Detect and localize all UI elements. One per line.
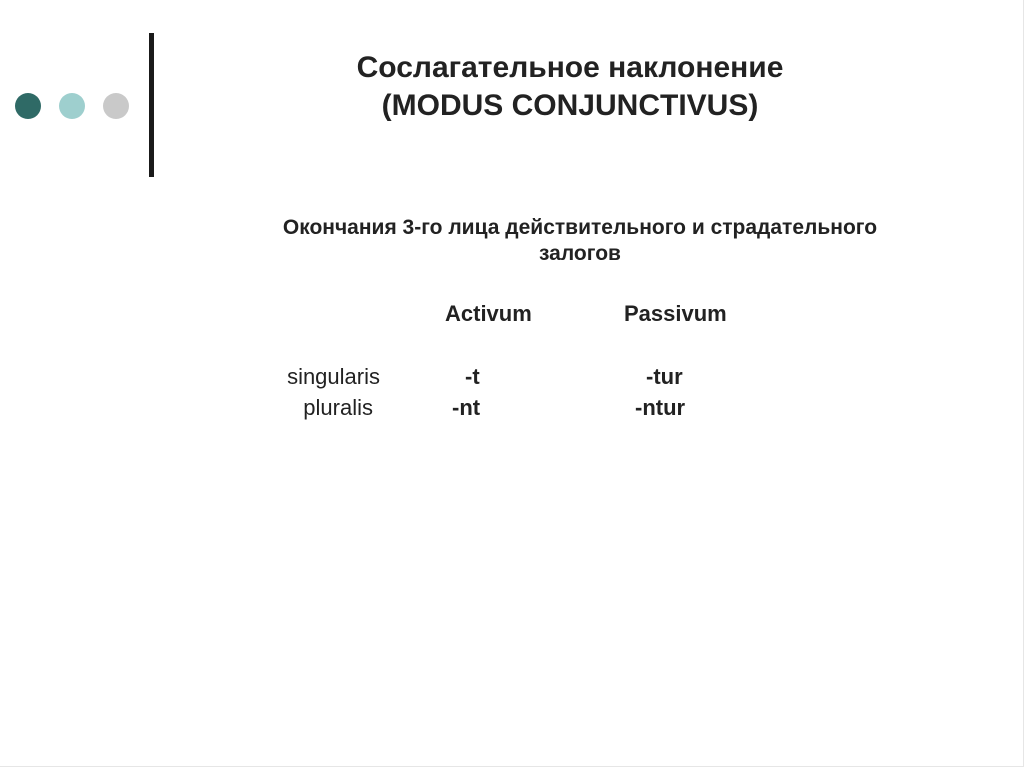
decor-dot-dark [15,93,41,119]
decor-dot-grey [103,93,129,119]
title-line-2: (MODUS CONJUNCTIVUS) [381,89,759,122]
subtitle-line-1: Окончания 3-го лица действительного и страдательного [282,216,878,239]
page-title [250,49,890,125]
ending-pluralis-activum: -nt [452,395,481,420]
title-divider-bar [149,33,154,177]
column-header-activum: Activum [445,301,532,326]
ending-singularis-passivum: -tur [646,364,683,389]
section-heading [180,215,980,267]
row-label-singularis: singularis [287,364,380,389]
column-header-passivum: Passivum [624,301,727,326]
ending-singularis-activum: -t [465,364,480,389]
ending-pluralis-passivum: -ntur [635,395,686,420]
row-label-pluralis: pluralis [303,395,373,420]
decor-dot-teal [59,93,85,119]
title-line-1: Сослагательное наклонение [356,51,784,84]
subtitle-line-2: залогов [539,242,621,265]
